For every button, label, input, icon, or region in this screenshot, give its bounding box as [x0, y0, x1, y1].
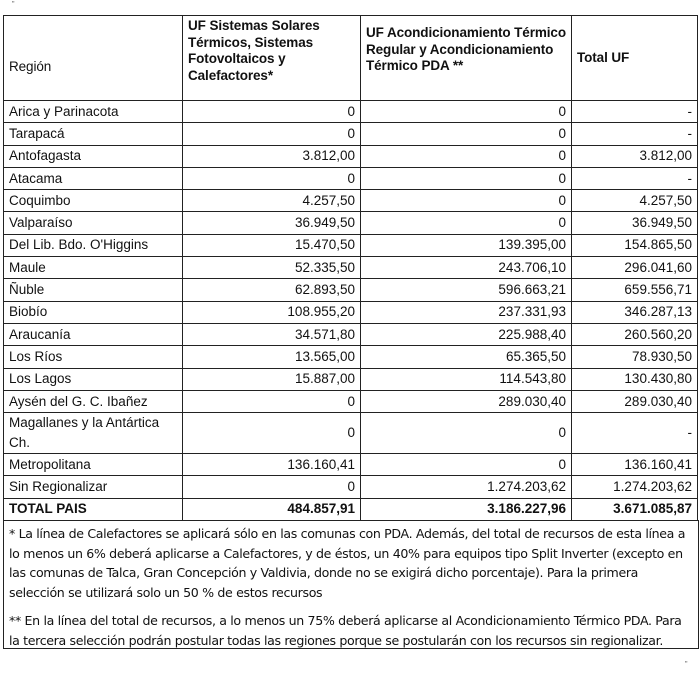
solar-cell: 34.571,80: [183, 323, 361, 345]
header-uf-termico: UF Acondicionamiento Térmico Regular y Acondicionamiento Térmico PDA **: [361, 16, 572, 101]
solar-cell: 0: [183, 101, 361, 123]
termico-cell: 65.365,50: [361, 346, 572, 368]
solar-cell: 15.887,00: [183, 368, 361, 390]
region-cell: Del Lib. Bdo. O'Higgins: [4, 234, 183, 256]
table-row: [4, 476, 698, 498]
region-cell: Antofagasta: [4, 145, 183, 167]
termico-cell: 225.988,40: [361, 323, 572, 345]
total-solar: 484.857,91: [183, 498, 361, 520]
termico-cell: 0: [361, 413, 572, 454]
region-cell: Araucanía: [4, 323, 183, 345]
solar-cell: 136.160,41: [183, 454, 361, 476]
termico-cell: 139.395,00: [361, 234, 572, 256]
region-cell: Aysén del G. C. Ibañez: [4, 390, 183, 412]
solar-cell: 4.257,50: [183, 190, 361, 212]
solar-cell: 0: [183, 413, 361, 454]
termico-cell: 289.030,40: [361, 390, 572, 412]
termico-cell: 243.706,10: [361, 257, 572, 279]
solar-cell: 3.812,00: [183, 145, 361, 167]
total-uf: 3.671.085,87: [572, 498, 698, 520]
total-termico: 3.186.227,96: [361, 498, 572, 520]
total-cell: 260.560,20: [572, 323, 698, 345]
table-row: [4, 279, 698, 301]
table-row: [4, 301, 698, 323]
solar-cell: 0: [183, 167, 361, 189]
solar-cell: 108.955,20: [183, 301, 361, 323]
header-total-uf: Total UF: [572, 16, 698, 101]
solar-cell: 36.949,50: [183, 212, 361, 234]
solar-cell: 13.565,00: [183, 346, 361, 368]
termico-cell: 0: [361, 212, 572, 234]
table-row: [4, 257, 698, 279]
table-row: [4, 413, 698, 454]
region-cell: Arica y Parinacota: [4, 101, 183, 123]
table-row: [4, 454, 698, 476]
region-cell: Tarapacá: [4, 123, 183, 145]
region-cell: Maule: [4, 257, 183, 279]
table-row: [4, 101, 698, 123]
total-cell: 346.287,13: [572, 301, 698, 323]
table-row: [4, 167, 698, 189]
table-row: [4, 346, 698, 368]
solar-cell: 52.335,50: [183, 257, 361, 279]
table-header-row: [4, 16, 698, 101]
table-row: [4, 390, 698, 412]
region-cell: Sin Regionalizar: [4, 476, 183, 498]
solar-cell: 0: [183, 476, 361, 498]
total-label: TOTAL PAIS: [4, 498, 183, 520]
total-cell: -: [572, 101, 698, 123]
region-cell: Metropolitana: [4, 454, 183, 476]
region-cell: Magallanes y la Antártica Ch.: [4, 413, 183, 454]
region-cell: Ñuble: [4, 279, 183, 301]
table-row: [4, 323, 698, 345]
page-mark-bottom: ": [685, 661, 688, 668]
termico-cell: 237.331,93: [361, 301, 572, 323]
total-cell: 136.160,41: [572, 454, 698, 476]
total-cell: 130.430,80: [572, 368, 698, 390]
region-cell: Coquimbo: [4, 190, 183, 212]
total-cell: 78.930,50: [572, 346, 698, 368]
total-cell: -: [572, 123, 698, 145]
solar-cell: 62.893,50: [183, 279, 361, 301]
footnote-calefactores: * La línea de Calefactores se aplicará sólo en las comunas con PDA. Además, del total de recursos de esta línea a lo menos un 6% deberá aplicarse a Calefactores, y de éstos, un 40% para equipos tipo Split Inverter (excepto en las comunas de Talca, Gran Concepción y Valdivia, donde no se exigirá dicho porcentaje). Para la primera selección se utilizará solo un 50 % de estos recursos: [9, 526, 686, 600]
uf-budget-table: [3, 15, 698, 521]
page-mark-top: ": [12, 1, 15, 8]
total-cell: 3.812,00: [572, 145, 698, 167]
table-row: [4, 123, 698, 145]
total-cell: 1.274.203,62: [572, 476, 698, 498]
region-cell: Biobío: [4, 301, 183, 323]
termico-cell: 596.663,21: [361, 279, 572, 301]
total-cell: -: [572, 167, 698, 189]
table-row: [4, 368, 698, 390]
termico-cell: 0: [361, 101, 572, 123]
region-cell: Atacama: [4, 167, 183, 189]
region-cell: Los Lagos: [4, 368, 183, 390]
termico-cell: 114.543,80: [361, 368, 572, 390]
total-pais-row: [4, 498, 698, 520]
termico-cell: 0: [361, 190, 572, 212]
total-cell: -: [572, 413, 698, 454]
table-row: [4, 190, 698, 212]
table-row: [4, 234, 698, 256]
total-cell: 296.041,60: [572, 257, 698, 279]
termico-cell: 0: [361, 167, 572, 189]
header-uf-solar: UF Sistemas Solares Térmicos, Sistemas Fotovoltaicos y Calefactores*: [183, 16, 361, 101]
table-row: [4, 145, 698, 167]
termico-cell: 0: [361, 454, 572, 476]
total-cell: 154.865,50: [572, 234, 698, 256]
termico-cell: 0: [361, 123, 572, 145]
termico-cell: 1.274.203,62: [361, 476, 572, 498]
region-cell: Los Ríos: [4, 346, 183, 368]
footnotes-box: [3, 520, 699, 649]
total-cell: 289.030,40: [572, 390, 698, 412]
solar-cell: 15.470,50: [183, 234, 361, 256]
termico-cell: 0: [361, 145, 572, 167]
solar-cell: 0: [183, 390, 361, 412]
solar-cell: 0: [183, 123, 361, 145]
total-cell: 4.257,50: [572, 190, 698, 212]
footnote-acondicionamiento: ** En la línea del total de recursos, a lo menos un 75% deberá aplicarse al Acondicionamiento Térmico PDA. Para la tercera selección podrán postular todas las regiones porque se postularán con los recursos sin regionalizar.: [9, 613, 682, 648]
total-cell: 659.556,71: [572, 279, 698, 301]
table-row: [4, 212, 698, 234]
region-cell: Valparaíso: [4, 212, 183, 234]
total-cell: 36.949,50: [572, 212, 698, 234]
header-region: Región: [4, 16, 183, 101]
